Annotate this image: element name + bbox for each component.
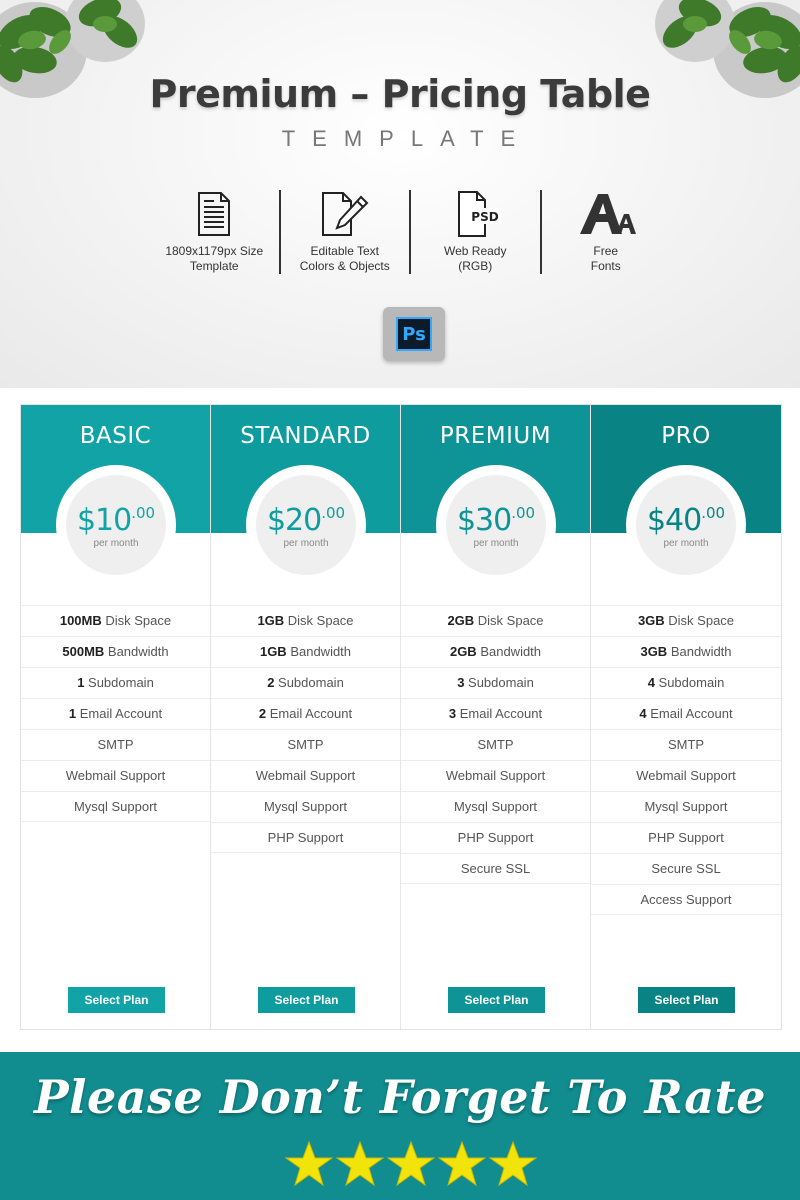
list-item: PHP Support xyxy=(211,822,400,853)
list-item: Mysql Support xyxy=(21,791,210,822)
feature-editable xyxy=(281,188,410,274)
plan-price: $40 xyxy=(646,503,702,538)
list-item: 3GB Disk Space xyxy=(591,605,781,636)
plan-feature-list xyxy=(591,605,781,915)
plan-name: PREMIUM xyxy=(439,423,552,449)
price-circle xyxy=(626,465,746,585)
star-icon[interactable] xyxy=(438,1140,486,1188)
psd-file-icon xyxy=(449,190,501,238)
list-item: 1 Email Account xyxy=(21,698,210,729)
feature-size xyxy=(150,188,279,274)
feature-fonts xyxy=(542,188,671,274)
plan-period: per month xyxy=(663,538,709,549)
star-icon[interactable] xyxy=(489,1140,537,1188)
list-item: Mysql Support xyxy=(211,791,400,822)
list-item: 3GB Bandwidth xyxy=(591,636,781,667)
list-item: 100MB Disk Space xyxy=(21,605,210,636)
rate-message: Please Don’t Forget To Rate xyxy=(33,1070,767,1124)
feature-size-line1: 1809x1179px Size xyxy=(165,244,264,258)
list-item: PHP Support xyxy=(401,822,590,853)
plan-feature-list xyxy=(401,605,590,884)
feature-fonts-line1: Free xyxy=(593,244,619,258)
list-item: Webmail Support xyxy=(401,760,590,791)
feature-editable-line2: Colors & Objects xyxy=(299,259,390,273)
feature-size-line2: Template xyxy=(189,259,239,273)
list-item: 2 Subdomain xyxy=(211,667,400,698)
feature-fonts-line2: Fonts xyxy=(590,259,621,273)
list-item: 1GB Disk Space xyxy=(211,605,400,636)
plan-price-cents: .00 xyxy=(321,504,346,522)
select-plan-button-premium[interactable]: Select Plan xyxy=(448,987,545,1013)
plan-period: per month xyxy=(473,538,519,549)
price-circle xyxy=(436,465,556,585)
list-item: 3 Subdomain xyxy=(401,667,590,698)
plan-column-basic xyxy=(21,405,211,1029)
list-item: 2 Email Account xyxy=(211,698,400,729)
list-item: 500MB Bandwidth xyxy=(21,636,210,667)
price-circle xyxy=(246,465,366,585)
feature-editable-line1: Editable Text xyxy=(310,244,379,258)
list-item: Mysql Support xyxy=(401,791,590,822)
plan-price: $30 xyxy=(456,503,512,538)
list-item: Webmail Support xyxy=(591,760,781,791)
hero-section xyxy=(0,0,800,388)
plan-name: PRO xyxy=(661,423,711,449)
plan-column-premium xyxy=(401,405,591,1029)
star-icon[interactable] xyxy=(336,1140,384,1188)
font-icon xyxy=(576,190,636,238)
plan-period: per month xyxy=(93,538,139,549)
plan-price-cents: .00 xyxy=(131,504,156,522)
list-item: 3 Email Account xyxy=(401,698,590,729)
plan-feature-list xyxy=(21,605,210,822)
plan-period: per month xyxy=(283,538,329,549)
list-item: Webmail Support xyxy=(21,760,210,791)
list-item: Access Support xyxy=(591,884,781,915)
list-item: 2GB Disk Space xyxy=(401,605,590,636)
pricing-table-section xyxy=(0,388,800,1052)
plan-column-pro xyxy=(591,405,781,1029)
list-item: 1 Subdomain xyxy=(21,667,210,698)
list-item: 4 Subdomain xyxy=(591,667,781,698)
page-title: Premium – Pricing Table xyxy=(149,72,651,116)
star-icon[interactable] xyxy=(285,1140,333,1188)
star-icon[interactable] xyxy=(387,1140,435,1188)
list-item: SMTP xyxy=(211,729,400,760)
list-item: Webmail Support xyxy=(211,760,400,791)
list-item: 1GB Bandwidth xyxy=(211,636,400,667)
select-plan-button-pro[interactable]: Select Plan xyxy=(638,987,735,1013)
list-item: 4 Email Account xyxy=(591,698,781,729)
feature-web-ready xyxy=(411,188,540,274)
select-plan-button-basic[interactable]: Select Plan xyxy=(68,987,165,1013)
feature-list xyxy=(150,188,670,280)
plan-feature-list xyxy=(211,605,400,853)
star-rating[interactable] xyxy=(285,1140,537,1188)
page-subtitle: TEMPLATE xyxy=(281,126,533,151)
pricing-table xyxy=(20,404,782,1030)
list-item: SMTP xyxy=(591,729,781,760)
list-item: Mysql Support xyxy=(591,791,781,822)
plan-price: $10 xyxy=(76,503,132,538)
list-item: Secure SSL xyxy=(401,853,590,884)
list-item: SMTP xyxy=(401,729,590,760)
edit-pencil-icon xyxy=(321,191,369,237)
select-plan-button-standard[interactable]: Select Plan xyxy=(258,987,355,1013)
photoshop-badge xyxy=(383,307,445,361)
plan-price-cents: .00 xyxy=(701,504,726,522)
rate-banner xyxy=(0,1052,800,1200)
feature-web-line2: (RGB) xyxy=(458,259,493,273)
photoshop-icon: Ps xyxy=(396,317,432,351)
feature-web-line1: Web Ready xyxy=(444,244,507,258)
list-item: SMTP xyxy=(21,729,210,760)
price-circle xyxy=(56,465,176,585)
plan-name: BASIC xyxy=(79,423,152,449)
plan-price: $20 xyxy=(266,503,322,538)
document-icon xyxy=(197,191,231,237)
list-item: 2GB Bandwidth xyxy=(401,636,590,667)
plan-price-cents: .00 xyxy=(511,504,536,522)
list-item: PHP Support xyxy=(591,822,781,853)
psd-label: PSD xyxy=(471,210,499,224)
plan-name: STANDARD xyxy=(240,423,371,449)
list-item: Secure SSL xyxy=(591,853,781,884)
plan-column-standard xyxy=(211,405,401,1029)
